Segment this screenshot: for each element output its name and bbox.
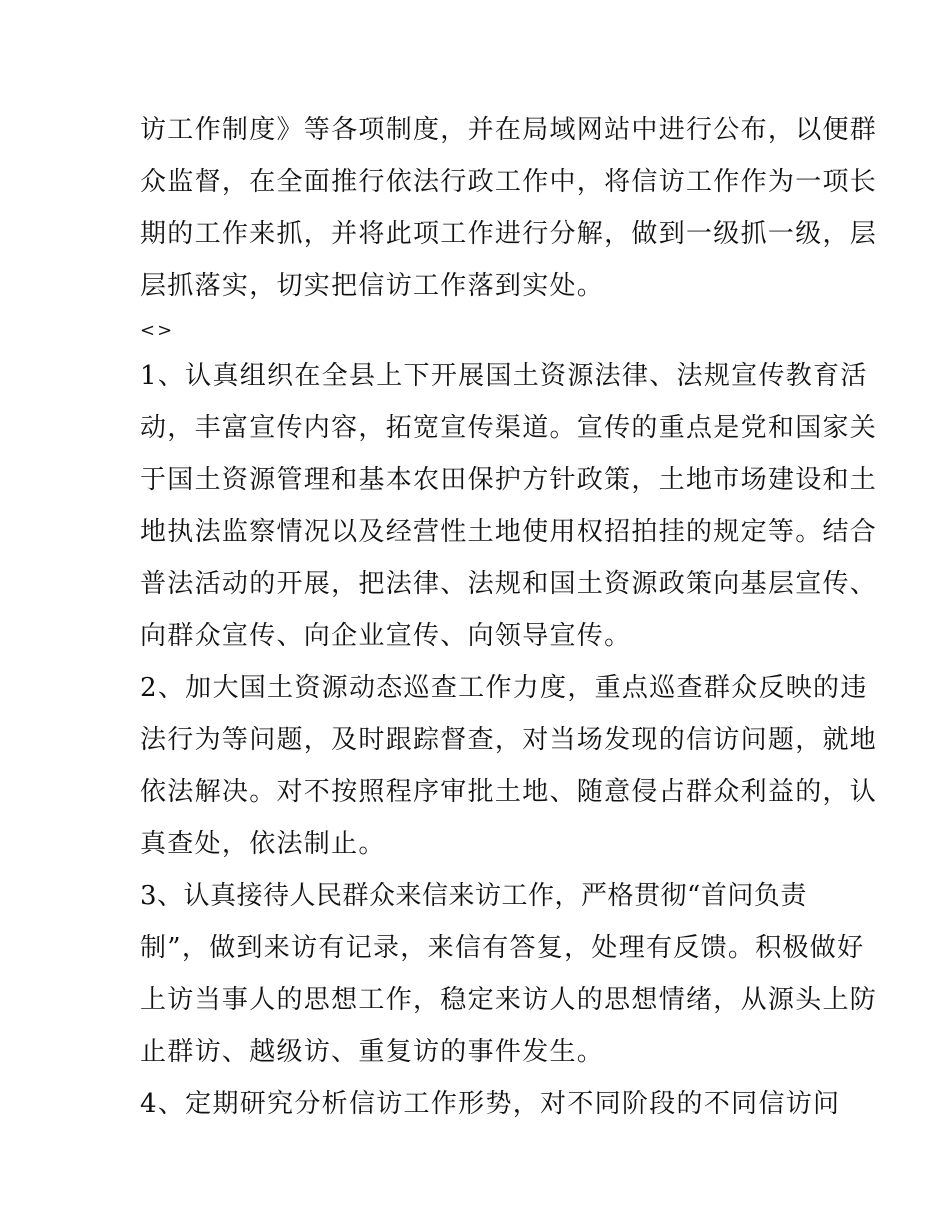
- text-line: 上访当事人的思想工作，稳定来访人的思想情绪，从源头上防: [140, 985, 878, 1015]
- text-line: 众监督，在全面推行依法行政工作中，将信访工作作为一项长: [140, 167, 878, 197]
- text-line: 地执法监察情况以及经营性土地使用权招拍挂的规定等。结合: [140, 517, 878, 547]
- text-line: 2、加大国土资源动态巡查工作力度，重点巡查群众反映的违: [140, 673, 868, 703]
- text-line: 法行为等问题，及时跟踪督查，对当场发现的信访问题，就地: [140, 725, 878, 755]
- text-line: 向群众宣传、向企业宣传、向领导宣传。: [140, 621, 632, 651]
- text-line: 期的工作来抓，并将此项工作进行分解，做到一级抓一级，层: [140, 219, 878, 249]
- text-line: 真查处，依法制止。: [140, 829, 386, 859]
- text-line: 访工作制度》等各项制度，并在局域网站中进行公布，以便群: [140, 115, 878, 145]
- text-line: 4、定期研究分析信访工作形势，对不同阶段的不同信访问: [140, 1089, 841, 1119]
- text-line: 动，丰富宣传内容，拓宽宣传渠道。宣传的重点是党和国家关: [140, 413, 878, 443]
- text-line: 止群访、越级访、重复访的事件发生。: [140, 1037, 605, 1067]
- text-line: 层抓落实，切实把信访工作落到实处。: [140, 271, 605, 301]
- text-line: 3、认真接待人民群众来信来访工作，严格贯彻“首问负责: [140, 881, 807, 911]
- text-line: 1、认真组织在全县上下开展国土资源法律、法规宣传教育活: [140, 361, 868, 391]
- document-body: [140, 104, 878, 1130]
- text-line: 依法解决。对不按照程序审批土地、随意侵占群众利益的，认: [140, 777, 878, 807]
- section-marker: <>: [140, 320, 175, 341]
- text-line: 于国土资源管理和基本农田保护方针政策，土地市场建设和土: [140, 465, 878, 495]
- text-line: 普法活动的开展，把法律、法规和国土资源政策向基层宣传、: [140, 569, 878, 599]
- text-line: 制”，做到来访有记录，来信有答复，处理有反馈。积极做好: [140, 933, 865, 963]
